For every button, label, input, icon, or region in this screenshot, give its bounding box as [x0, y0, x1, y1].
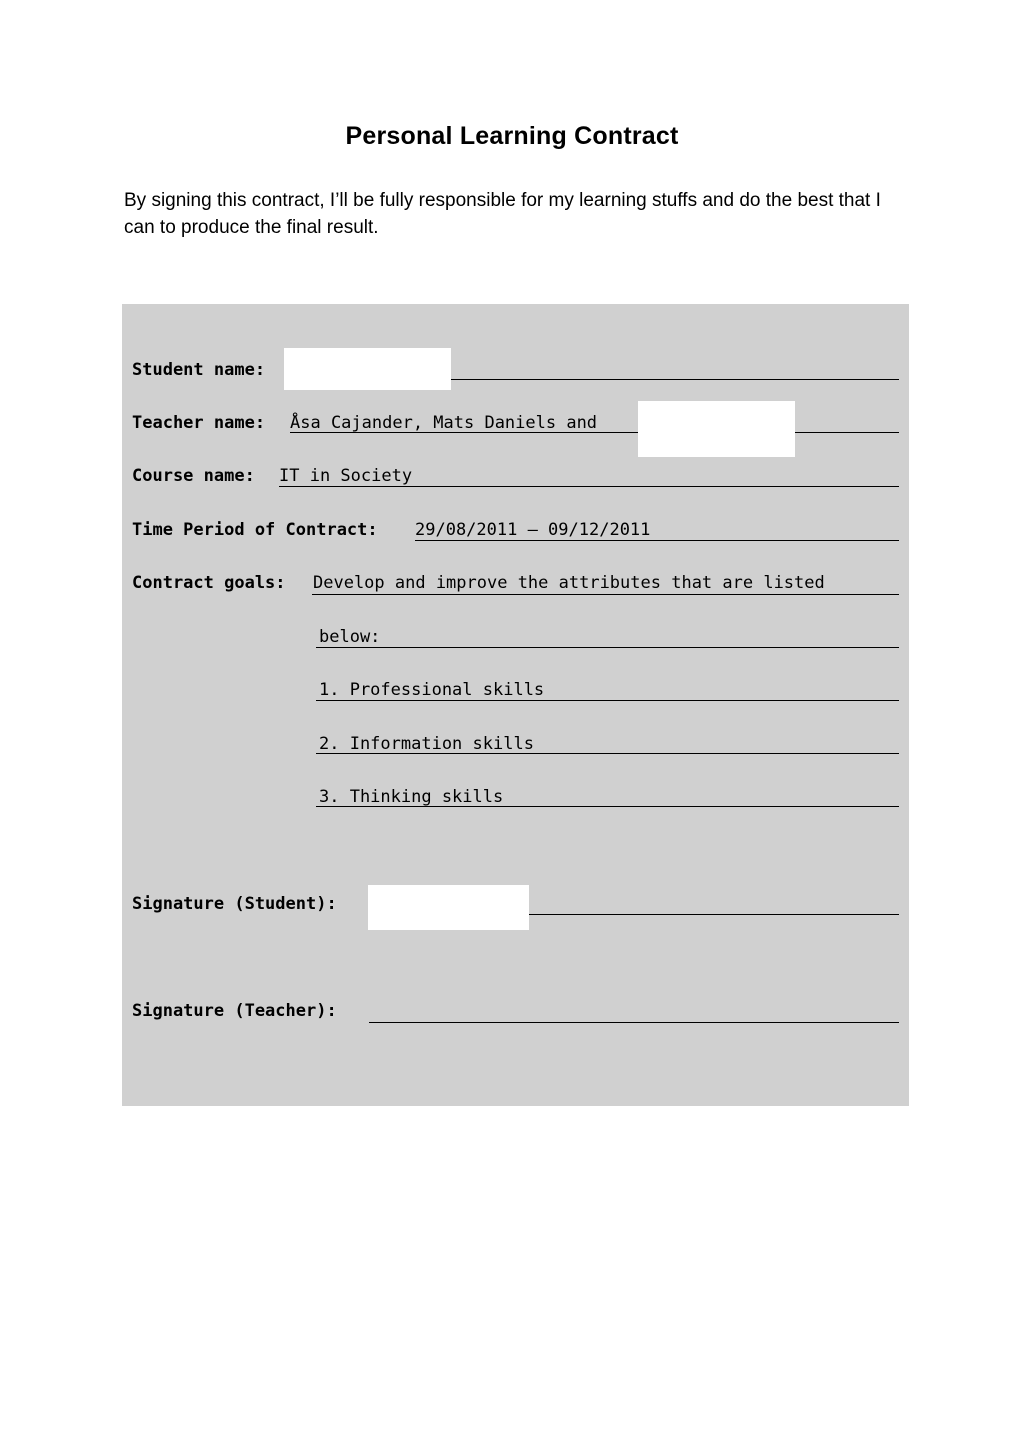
contract-goals-line-2: below: [319, 627, 381, 647]
teacher-name-label: Teacher name: [132, 413, 266, 433]
teacher-name-value: Åsa Cajander, Mats Daniels and [290, 413, 598, 433]
intro-paragraph: By signing this contract, I’ll be fully responsible for my learning stuffs and do the best that I can to produce the final result. [124, 190, 881, 238]
contract-goals-rule-4 [316, 753, 899, 754]
contract-goals-line-5: 3. Thinking skills [319, 787, 504, 807]
signature-student-redaction [368, 885, 529, 930]
contract-goals-line-4: 2. Information skills [319, 734, 534, 754]
teacher-name-line [290, 432, 899, 433]
contract-goals-line-3: 1. Professional skills [319, 680, 545, 700]
contract-goals-rule-5 [316, 806, 899, 807]
signature-student-line [529, 914, 899, 915]
teacher-name-redaction [638, 401, 795, 457]
signature-teacher-line [369, 1022, 899, 1023]
signature-teacher-label: Signature (Teacher): [132, 1001, 337, 1021]
time-period-line [415, 540, 899, 541]
contract-goals-rule-2 [316, 647, 899, 648]
contract-goals-rule-1 [312, 594, 899, 595]
contract-goals-label: Contract goals: [132, 573, 286, 593]
time-period-value: 29/08/2011 – 09/12/2011 [415, 520, 651, 540]
page-title: Personal Learning Contract [345, 122, 679, 150]
student-name-line [451, 379, 899, 380]
course-name-label: Course name: [132, 466, 255, 486]
time-period-label: Time Period of Contract: [132, 520, 378, 540]
student-name-label: Student name: [132, 360, 266, 380]
contract-goals-line-1: Develop and improve the attributes that are listed [313, 573, 825, 593]
signature-student-label: Signature (Student): [132, 894, 337, 914]
course-name-value: IT in Society [279, 466, 413, 486]
contract-goals-rule-3 [316, 700, 899, 701]
course-name-line [279, 486, 899, 487]
student-name-redaction [284, 348, 451, 390]
